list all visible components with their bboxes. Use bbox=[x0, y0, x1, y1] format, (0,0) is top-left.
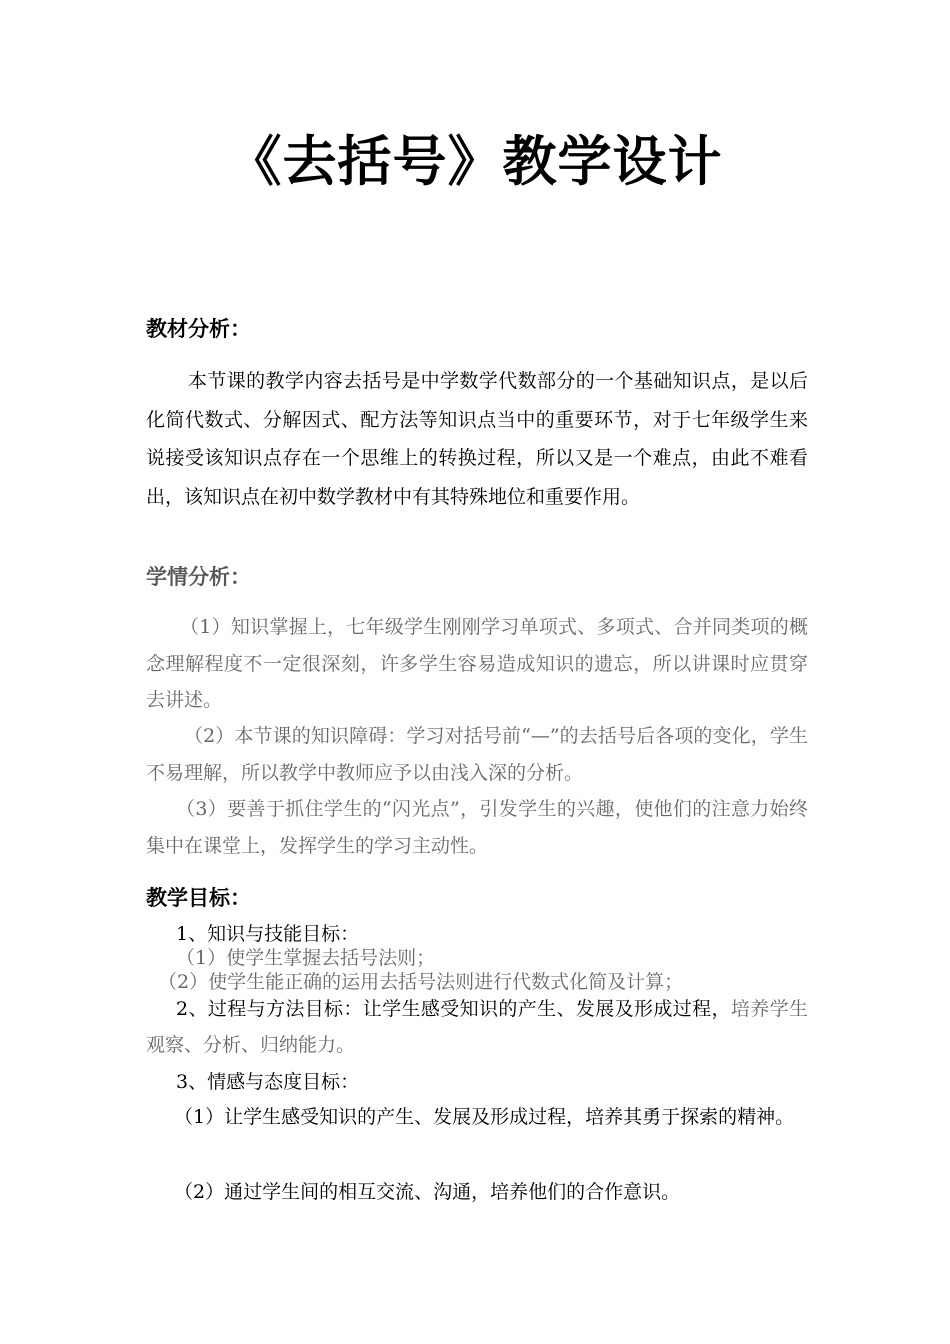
objective-knowledge-skill: 1、知识与技能目标： bbox=[176, 923, 360, 945]
section-heading-students: 学情分析： bbox=[146, 565, 251, 589]
students-item-1: （1）知识掌握上，七年级学生刚刚学习单项式、多项式、合并同类项的概念理解程度不一定很深刻，许多学生容易造成知识的遗忘，所以讲课时应贯穿去讲述。 bbox=[146, 616, 808, 711]
objective-process-main: 2、过程与方法目标：让学生感受知识的产生、发展及形成过程， bbox=[176, 998, 731, 1020]
section-heading-materials: 教材分析： bbox=[146, 317, 251, 341]
materials-paragraph: 本节课的教学内容去括号是中学数学代数部分的一个基础知识点，是以后化简代数式、分解因式、配方法等知识点当中的重要环节，对于七年级学生来说接受该知识点存在一个思维上的转换过程，所以又是一个难点，由此不难看出，该知识点在初中数学教材中有其特殊地位和重要作用。 bbox=[146, 370, 808, 508]
objective-process-tail: 培养学生观察、分析、归纳能力。 bbox=[146, 998, 808, 1056]
objective-knowledge-item-1: （1）使学生掌握去括号法则； bbox=[176, 947, 436, 969]
objective-knowledge-item-2: （2）使学生能正确的运用去括号法则进行代数式化简及计算； bbox=[158, 971, 684, 993]
document-title: 《去括号》教学设计 bbox=[227, 130, 723, 193]
objective-emotion-attitude: 3、情感与态度目标： bbox=[176, 1071, 360, 1093]
objective-emotion-item-1: （1）让学生感受知识的产生、发展及形成过程，培养其勇于探索的精神。 bbox=[174, 1106, 795, 1128]
students-item-3: （3）要善于抓住学生的“闪光点”，引发学生的兴趣，使他们的注意力始终集中在课堂上，发挥学生的学习主动性。 bbox=[146, 798, 808, 857]
objective-emotion-item-2: （2）通过学生间的相互交流、沟通，培养他们的合作意识。 bbox=[174, 1181, 681, 1203]
objective-process-method bbox=[146, 991, 808, 1063]
students-item-2: （2）本节课的知识障碍：学习对括号前“—”的去括号后各项的变化，学生不易理解，所以教学中教师应予以由浅入深的分析。 bbox=[146, 725, 808, 784]
section-heading-objectives: 教学目标： bbox=[146, 886, 251, 910]
